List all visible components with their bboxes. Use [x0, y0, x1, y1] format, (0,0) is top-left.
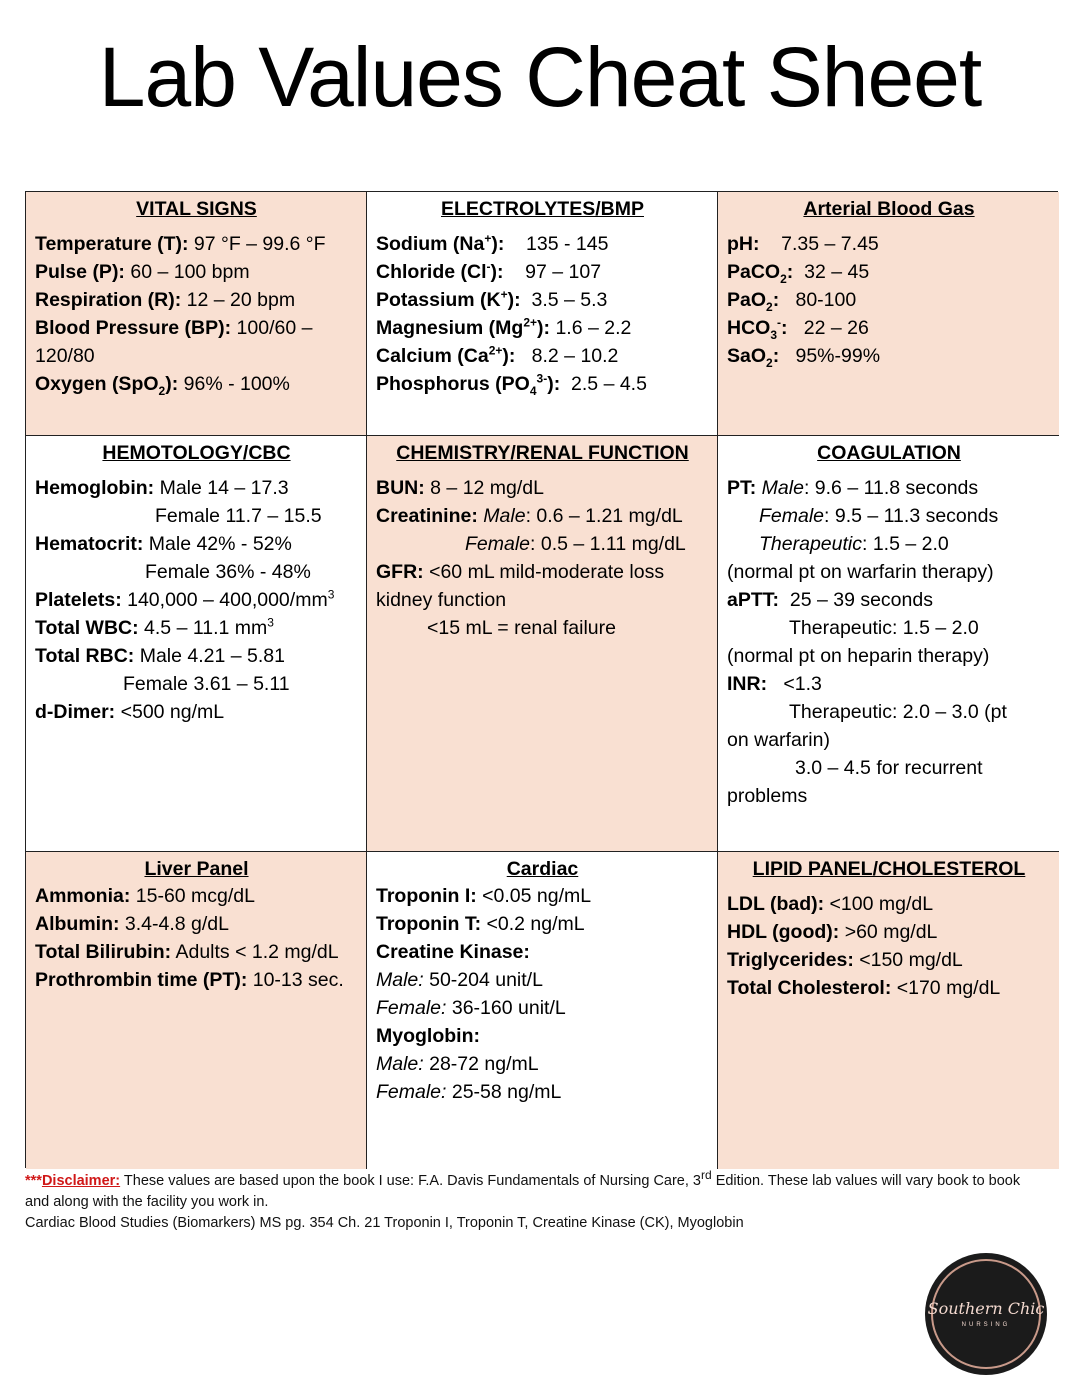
- creatinine-row: Creatinine: Male: 0.6 – 1.21 mg/dL: [376, 505, 683, 527]
- gfr-row-cont: kidney function: [376, 589, 507, 611]
- aptt-note-row: (normal pt on heparin therapy): [727, 645, 990, 667]
- creatine-kinase-row: Creatine Kinase:: [376, 941, 530, 963]
- creatinine-female-row: Female: 0.5 – 1.11 mg/dL: [465, 533, 686, 555]
- sodium-row: Sodium (Na+): 135 - 145: [376, 231, 609, 255]
- coagulation-cell: [718, 436, 1059, 852]
- hematocrit-female-row: Female 36% - 48%: [145, 561, 311, 583]
- ddimer-row: d-Dimer: <500 ng/mL: [35, 701, 225, 723]
- rbc-row: Total RBC: Male 4.21 – 5.81: [35, 645, 285, 667]
- section-heading: Arterial Blood Gas: [803, 198, 975, 220]
- blood-pressure-row: Blood Pressure (BP): 100/60 –: [35, 317, 313, 339]
- wbc-row: Total WBC: 4.5 – 11.1 $mm^3$: [35, 615, 274, 639]
- phosphorus-row: Phosphorus $(PO_4^{3-})$: 2.5 – 4.5: [376, 371, 647, 398]
- potassium-row: Potassium (K+): 3.5 – 5.3: [376, 287, 608, 311]
- cardiac-cell: [367, 852, 718, 1169]
- logo-subtitle: NURSING: [961, 1322, 1011, 1328]
- chemistry-cell: [367, 436, 718, 852]
- pt-row: PT: Male: 9.6 – 11.8 seconds: [727, 477, 979, 499]
- pt-therapeutic-row: Therapeutic: 1.5 – 2.0: [759, 533, 949, 555]
- pt-female-row: Female: 9.5 – 11.3 seconds: [759, 505, 999, 527]
- inr-therapeutic-row-cont: on warfarin): [727, 729, 830, 751]
- total-cholesterol-row: Total Cholesterol: <170 mg/dL: [727, 977, 1001, 999]
- section-heading: HEMOTOLOGY/CBC: [102, 442, 291, 464]
- sao2-row: SaO$_2$: 95%-99%: [727, 345, 881, 370]
- section-heading: Liver Panel: [144, 858, 249, 880]
- section-heading: LIPID PANEL/CHOLESTEROL: [752, 858, 1026, 880]
- section-heading: VITAL SIGNS: [136, 198, 257, 220]
- hco3-row: $HCO_3^-$: 22 – 26: [727, 315, 869, 342]
- disclaimer: ***Disclaimer: These values are based upon the book I use: F.A. Davis Fundamentals of Nursing Care, 3rd Edition. These lab values will vary book to book and along with the facility you work in.: [25, 1168, 1021, 1210]
- aptt-row: aPTT: 25 – 39 seconds: [727, 589, 933, 611]
- calcium-row: Calcium $(Ca^{2+})$: 8.2 – 10.2: [376, 343, 619, 367]
- inr-row: INR: <1.3: [727, 673, 822, 695]
- cbc-cell: [26, 436, 367, 852]
- gfr-row: GFR: <60 mL mild-moderate loss: [376, 561, 665, 583]
- magnesium-row: Magnesium $(Mg^{2+})$: 1.6 – 2.2: [376, 315, 632, 339]
- respiration-row: Respiration (R): 12 – 20 bpm: [35, 289, 296, 311]
- troponin-t-row: Troponin T: <0.2 ng/mL: [376, 913, 585, 935]
- prothrombin-row: Prothrombin time (PT): 10-13 sec.: [35, 969, 344, 991]
- logo-wordmark: Southern Chic: [927, 1299, 1045, 1318]
- page-title: Lab Values Cheat Sheet: [98, 30, 982, 124]
- section-heading: CHEMISTRY/RENAL FUNCTION: [396, 442, 689, 464]
- section-heading: COAGULATION: [817, 442, 961, 464]
- myoglobin-row: Myoglobin:: [376, 1025, 480, 1047]
- pulse-row: Pulse (P): 60 – 100 bpm: [35, 261, 250, 283]
- gfr-renal-failure-row: <15 mL = renal failure: [427, 617, 616, 639]
- chloride-row: Chloride (Cl-): 97 – 107: [376, 259, 602, 283]
- myoglobin-male-row: Male: 28-72 ng/mL: [376, 1053, 539, 1075]
- triglycerides-row: Triglycerides: <150 mg/dL: [727, 949, 963, 971]
- hematocrit-row: Hematocrit: Male 42% - 52%: [35, 533, 292, 555]
- troponin-i-row: Troponin I: <0.05 ng/mL: [376, 885, 592, 907]
- bilirubin-row: Total Bilirubin: Adults < 1.2 mg/dL: [35, 941, 339, 963]
- pt-note-row: (normal pt on warfarin therapy): [727, 561, 994, 583]
- blood-pressure-row-cont: 120/80: [35, 345, 95, 367]
- ph-row: pH: 7.35 – 7.45: [727, 233, 879, 255]
- myoglobin-female-row: Female: 25-58 ng/mL: [376, 1081, 562, 1103]
- footer-notes: [25, 1168, 1035, 1234]
- platelets-row: Platelets: $140,000 - 400,000/mm^3$: [35, 587, 335, 611]
- brand-logo: [925, 1253, 1047, 1375]
- inr-recurrent-row: 3.0 – 4.5 for recurrent: [795, 757, 983, 779]
- ammonia-row: Ammonia: 15-60 mcg/dL: [35, 885, 255, 907]
- vital-signs-cell: [26, 192, 367, 436]
- albumin-row: Albumin: 3.4-4.8 g/dL: [35, 913, 229, 935]
- electrolytes-cell: [367, 192, 718, 436]
- inr-recurrent-row-cont: problems: [727, 785, 808, 807]
- hemoglobin-row: Hemoglobin: Male 14 – 17.3: [35, 477, 289, 499]
- section-heading: ELECTROLYTES/BMP: [441, 198, 644, 220]
- temperature-row: Temperature (T): 97 °F – 99.6 °F: [35, 233, 326, 255]
- ck-male-row: Male: 50-204 unit/L: [376, 969, 543, 991]
- bun-row: BUN: 8 – 12 mg/dL: [376, 477, 544, 499]
- lipid-panel-cell: [718, 852, 1059, 1169]
- aptt-therapeutic-row: Therapeutic: 1.5 – 2.0: [789, 617, 979, 639]
- rbc-female-row: Female 3.61 – 5.11: [123, 673, 290, 695]
- pao2-row: PaO$_2$: 80-100: [727, 289, 857, 314]
- cardiac-reference: Cardiac Blood Studies (Biomarkers) MS pg. 354 Ch. 21 Troponin I, Troponin T, Creatine Kinase (CK), Myoglobin: [25, 1215, 744, 1231]
- hdl-row: HDL (good): >60 mg/dL: [727, 921, 938, 943]
- abg-cell: [718, 192, 1059, 436]
- section-heading: Cardiac: [506, 858, 579, 880]
- paco2-row: PaCO$_2$: 32 – 45: [727, 261, 870, 286]
- hemoglobin-female-row: Female 11.7 – 15.5: [155, 505, 322, 527]
- inr-therapeutic-row: Therapeutic: 2.0 – 3.0 (pt: [789, 701, 1007, 723]
- lab-values-table: [25, 191, 1058, 1168]
- liver-panel-cell: [26, 852, 367, 1169]
- ldl-row: LDL (bad): <100 mg/dL: [727, 893, 934, 915]
- oxygen-row: Oxygen (SpO$_2$): 96% - 100%: [35, 373, 290, 398]
- ck-female-row: Female: 36-160 unit/L: [376, 997, 566, 1019]
